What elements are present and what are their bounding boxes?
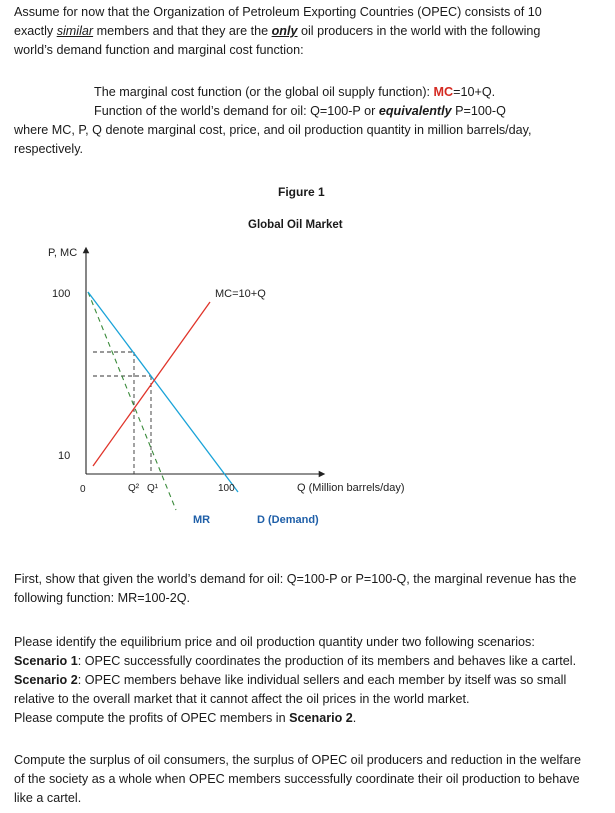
demand-function-line: Function of the world’s demand for oil: Q=100-P or equivalently P=100-Q — [94, 104, 506, 118]
intro-line-1: Assume for now that the Organization of Petroleum Exporting Countries (OPEC) consists of 10 — [14, 5, 542, 19]
q1-tick: Q¹ — [147, 483, 159, 494]
scenario-2: Scenario 2: OPEC members behave like individual sellers and each member by itself was so small relative to the overall market that it cannot affect the oil prices in the world market. — [14, 673, 567, 706]
only-emphasis: only — [271, 24, 298, 38]
demand-line — [88, 292, 238, 492]
similar-emphasis: similar — [56, 24, 94, 38]
x-tick-100: 100 — [218, 483, 235, 494]
question-1: First, show that given the world’s demand for oil: Q=100-P or P=100-Q, the marginal revenue has the following function: MR=100-2Q. — [14, 572, 577, 605]
question-2 — [14, 633, 599, 728]
profit-question: Please compute the profits of OPEC members in Scenario 2. — [14, 711, 357, 725]
y-axis-label: P, MC — [48, 247, 78, 259]
demand-label: D (Demand) — [257, 514, 319, 526]
mc-line — [93, 302, 210, 466]
figure-title: Global Oil Market — [248, 219, 343, 231]
y-tick-100: 100 — [52, 288, 71, 300]
scenario-1: Scenario 1: OPEC successfully coordinates the production of its members and behaves like a cartel. — [14, 654, 577, 668]
origin-label: 0 — [80, 484, 86, 495]
question-3: Compute the surplus of oil consumers, the surplus of OPEC oil producers and reduction in the welfare of the society as a whole when OPEC members successfully coordinate their oil production to behave like a cartel. — [14, 753, 582, 805]
mr-label: MR — [193, 514, 211, 526]
figure-number: Figure 1 — [278, 185, 325, 199]
equivalently-emphasis: equivalently — [378, 104, 452, 118]
mc-label: MC=10+Q — [215, 288, 266, 300]
q2-tick: Q² — [128, 483, 140, 494]
variable-definitions: where MC, P, Q denote marginal cost, price, and oil production quantity in million barrels/day, respectively. — [14, 123, 532, 156]
intro-paragraph: Assume for now that the Organization of Petroleum Exporting Countries (OPEC) consists of 10 exactly similar members and that they are the only oil producers in the world with the following world’s demand function and marginal cost function: — [14, 5, 542, 57]
mc-function-line: The marginal cost function (or the global oil supply function): MC=10+Q. — [94, 85, 496, 99]
question-2-intro: Please identify the equilibrium price and oil production quantity under two following scenarios: — [14, 635, 535, 649]
mc-symbol: MC — [433, 85, 454, 99]
x-axis-label: Q (Million barrels/day) — [297, 482, 405, 494]
mr-line — [88, 292, 176, 510]
y-tick-10: 10 — [58, 450, 71, 462]
